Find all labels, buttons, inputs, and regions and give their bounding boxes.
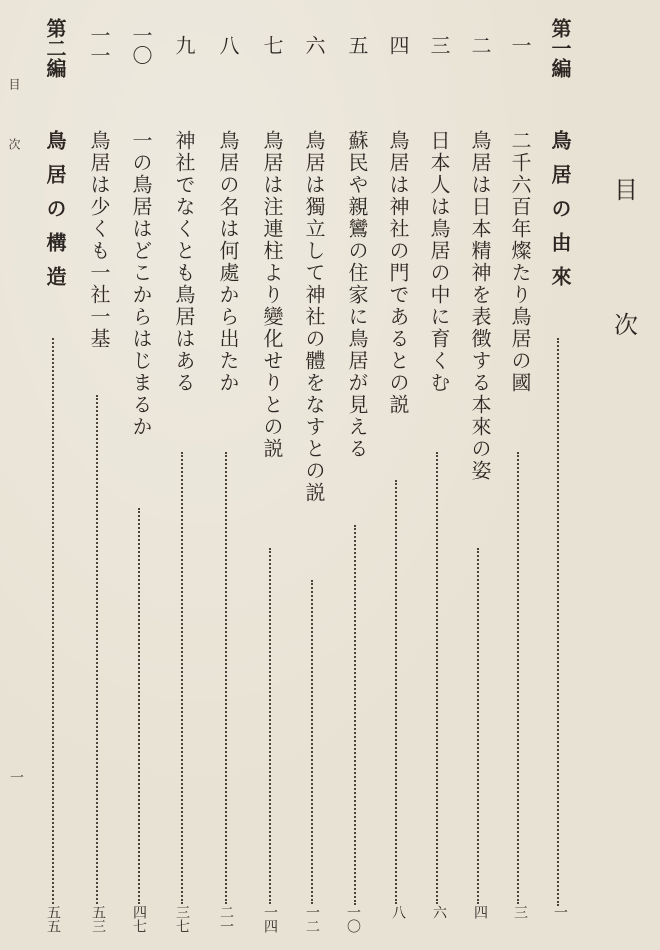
entry-10-leader bbox=[138, 508, 140, 904]
entry-9-title: 神社でなくとも鳥居はある bbox=[172, 130, 196, 394]
entry-2-number: 二 bbox=[468, 35, 492, 55]
entry-2-page: 四 bbox=[472, 905, 488, 919]
entry-9-leader bbox=[181, 452, 183, 904]
entry-7-number: 七 bbox=[260, 35, 284, 55]
section-1-page: 一 bbox=[552, 905, 568, 919]
entry-3-page: 六 bbox=[431, 905, 447, 919]
entry-2-leader bbox=[477, 548, 479, 904]
entry-4-number: 四 bbox=[386, 35, 410, 55]
entry-9-number: 九 bbox=[172, 35, 196, 55]
page-title-char-2: 次 bbox=[614, 311, 638, 339]
entry-6-page: 一二 bbox=[304, 905, 320, 933]
entry-7-title: 鳥居は注連柱より變化せりとの説 bbox=[260, 130, 284, 460]
entry-1-title: 二千六百年燦たり鳥居の國 bbox=[508, 130, 532, 394]
entry-9-page: 三七 bbox=[174, 905, 190, 933]
entry-11-page: 五三 bbox=[90, 905, 106, 933]
entry-11-leader bbox=[96, 395, 98, 904]
entry-11-title: 鳥居は少くも一社一基 bbox=[87, 130, 111, 350]
running-header: 目次 bbox=[7, 78, 21, 198]
section-2-title: 鳥居の構造 bbox=[43, 130, 67, 300]
entry-5-title: 蘇民や親鸞の住家に鳥居が見える bbox=[345, 130, 369, 460]
entry-5-leader bbox=[354, 525, 356, 905]
entry-1-leader bbox=[517, 452, 519, 904]
entry-1-number: 一 bbox=[508, 35, 532, 55]
section-1-heading: 第一編 bbox=[548, 18, 572, 78]
entry-1-page: 三 bbox=[512, 905, 528, 919]
entry-8-page: 二一 bbox=[218, 905, 234, 933]
entry-5-number: 五 bbox=[345, 35, 369, 55]
entry-8-leader bbox=[225, 452, 227, 904]
entry-4-page: 八 bbox=[390, 905, 406, 919]
entry-2-title: 鳥居は日本精神を表徴する本來の姿 bbox=[468, 130, 492, 482]
folio: 一 bbox=[8, 770, 24, 784]
section-1-title: 鳥居の由來 bbox=[548, 130, 572, 300]
section-2-heading: 第二編 bbox=[43, 18, 67, 78]
entry-4-leader bbox=[395, 480, 397, 904]
entry-6-number: 六 bbox=[302, 35, 326, 55]
entry-7-leader bbox=[269, 548, 271, 904]
entry-6-title: 鳥居は獨立して神社の體をなすとの説 bbox=[302, 130, 326, 504]
entry-8-number: 八 bbox=[216, 35, 240, 55]
entry-8-title: 鳥居の名は何處から出たか bbox=[216, 130, 240, 394]
entry-10-number: 一〇 bbox=[129, 25, 153, 65]
entry-5-page: 一〇 bbox=[345, 905, 361, 933]
entry-7-page: 一四 bbox=[262, 905, 278, 933]
entry-3-number: 三 bbox=[427, 35, 451, 55]
section-1-leader bbox=[557, 338, 559, 906]
entry-10-page: 四七 bbox=[131, 905, 147, 933]
page-title-char-1: 目 bbox=[614, 176, 638, 204]
entry-4-title: 鳥居は神社の門であるとの説 bbox=[386, 130, 410, 416]
entry-10-title: 一の鳥居はどこからはじまるか bbox=[129, 130, 153, 438]
entry-3-leader bbox=[436, 452, 438, 904]
entry-3-title: 日本人は鳥居の中に育くむ bbox=[427, 130, 451, 394]
entry-6-leader bbox=[311, 580, 313, 904]
entry-11-number: 一一 bbox=[87, 25, 111, 65]
section-2-leader bbox=[52, 338, 54, 904]
section-2-page: 五五 bbox=[45, 905, 61, 933]
